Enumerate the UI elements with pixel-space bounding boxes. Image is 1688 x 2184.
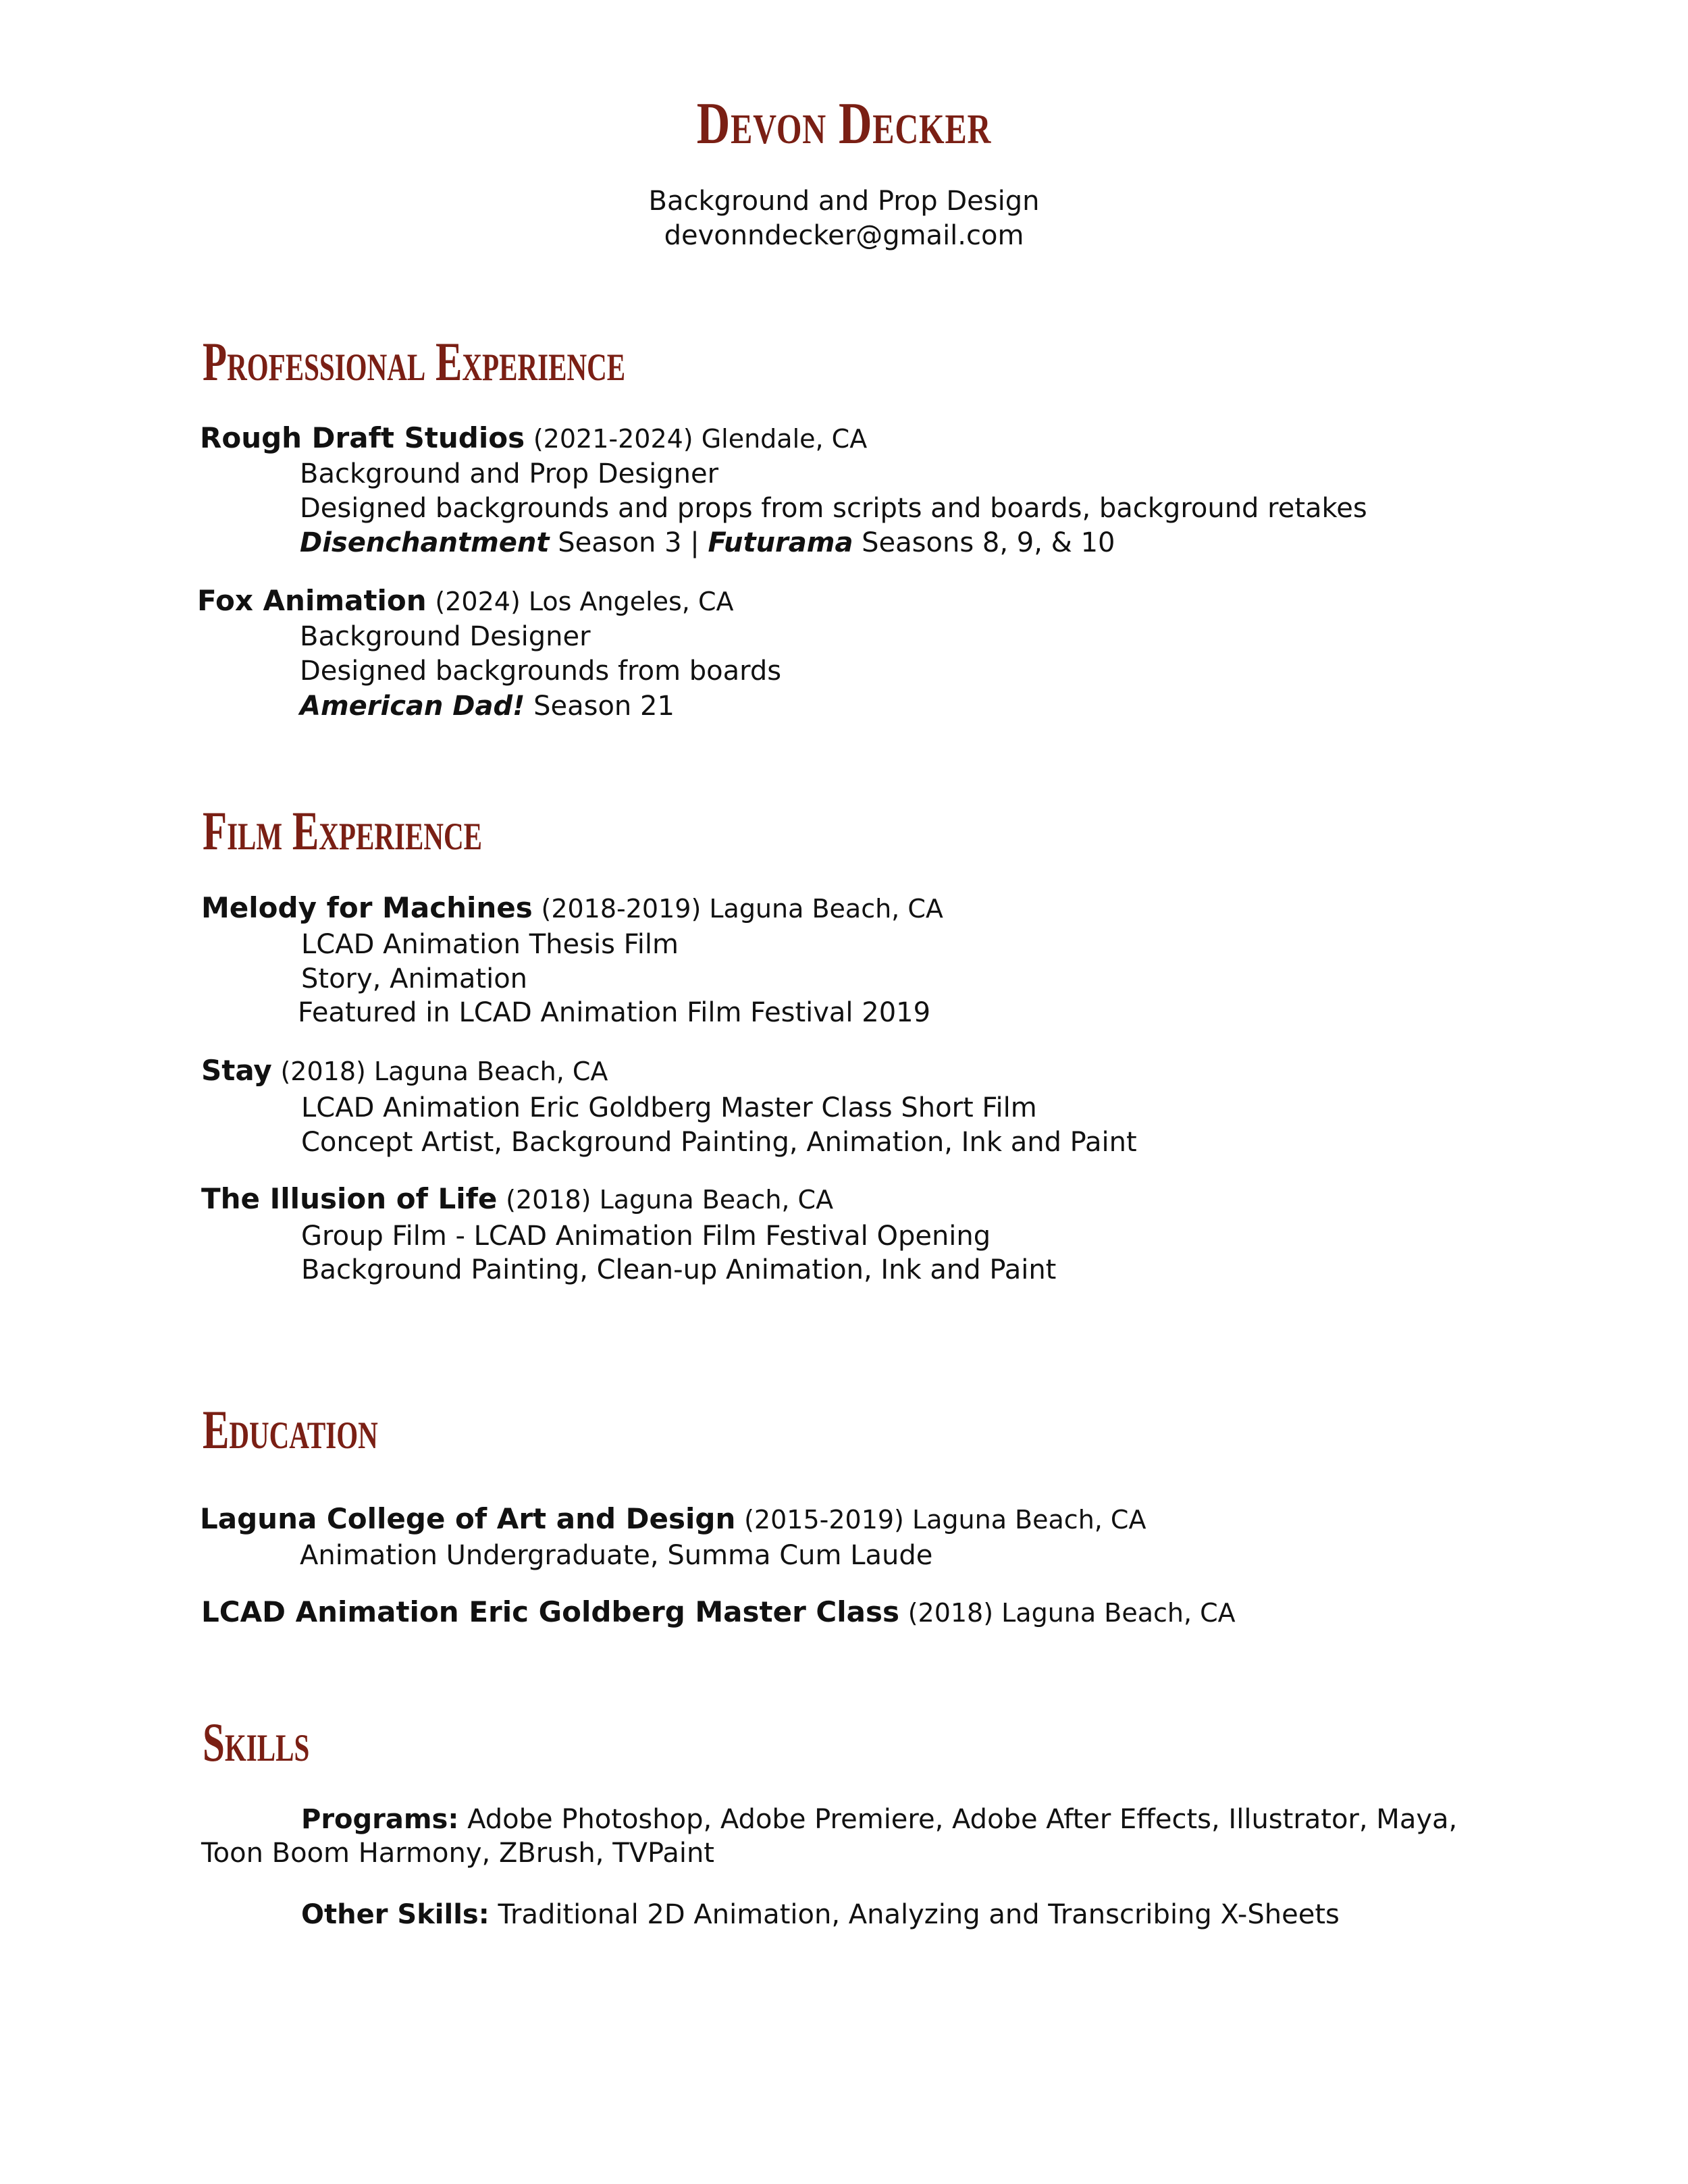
entry-meta: (2024) Los Angeles, CA (435, 587, 734, 616)
resume-name: Devon Decker (696, 91, 992, 157)
skills-label: Programs: (301, 1804, 459, 1835)
entry-meta: (2018-2019) Laguna Beach, CA (541, 894, 943, 924)
show-title: American Dad! (300, 691, 525, 722)
entry-heading (200, 421, 867, 456)
entry-line: LCAD Animation Thesis Film (301, 929, 679, 960)
entry-line: LCAD Animation Eric Goldberg Master Class Short Film (301, 1092, 1037, 1123)
section-title-professional: Professional Experience (203, 331, 626, 392)
entry-org: Fox Animation (197, 584, 427, 617)
credit-text: Season 21 (525, 691, 675, 722)
entry-meta: (2018) Laguna Beach, CA (506, 1185, 834, 1215)
entry-org: Laguna College of Art and Design (200, 1502, 736, 1535)
skills-other (301, 1898, 1340, 1932)
entry-meta: (2018) Laguna Beach, CA (907, 1598, 1236, 1628)
entry-org: Rough Draft Studios (200, 421, 525, 454)
show-title: Disenchantment (300, 527, 550, 558)
section-title-skills: Skills (203, 1711, 310, 1773)
entry-meta: (2018) Laguna Beach, CA (280, 1057, 608, 1086)
entry-org: The Illusion of Life (201, 1182, 498, 1215)
entry-org: Stay (201, 1054, 272, 1087)
entry-line: Concept Artist, Background Painting, Animation, Ink and Paint (301, 1127, 1137, 1158)
entry-meta: (2015-2019) Laguna Beach, CA (744, 1505, 1146, 1535)
entry-line: Group Film - LCAD Animation Film Festival Opening (301, 1221, 991, 1252)
entry-line: Designed backgrounds and props from scripts and boards, background retakes (300, 493, 1367, 524)
credit-text: Seasons 8, 9, & 10 (853, 527, 1115, 558)
entry-heading (197, 584, 734, 618)
entry-line: Featured in LCAD Animation Film Festival 2019 (298, 997, 931, 1028)
entry-heading (201, 891, 943, 926)
tagline: Background and Prop Design (648, 186, 1040, 217)
entry-line: Background Painting, Clean-up Animation, Ink and Paint (301, 1254, 1057, 1285)
entry-line: Animation Undergraduate, Summa Cum Laude (300, 1540, 933, 1571)
entry-line: Designed backgrounds from boards (300, 656, 782, 687)
show-title: Futurama (708, 527, 853, 558)
entry-credit (300, 526, 1115, 560)
skills-programs-continued: Toon Boom Harmony, ZBrush, TVPaint (201, 1838, 714, 1869)
section-title-film: Film Experience (203, 800, 482, 861)
entry-line: Background and Prop Designer (300, 458, 719, 489)
credit-text: Season 3 | (549, 527, 708, 558)
entry-org: LCAD Animation Eric Goldberg Master Class (201, 1595, 899, 1628)
entry-org: Melody for Machines (201, 891, 533, 924)
entry-line: Background Designer (300, 621, 591, 652)
skills-text: Adobe Photoshop, Adobe Premiere, Adobe After Effects, Illustrator, Maya, (458, 1804, 1458, 1835)
entry-credit (300, 689, 675, 723)
skills-label: Other Skills: (301, 1899, 490, 1930)
skills-programs (301, 1803, 1457, 1836)
skills-text: Traditional 2D Animation, Analyzing and Transcribing X-Sheets (489, 1899, 1340, 1930)
entry-heading (200, 1502, 1146, 1537)
entry-meta: (2021-2024) Glendale, CA (533, 424, 868, 454)
section-title-education: Education (203, 1399, 378, 1460)
entry-heading (201, 1182, 833, 1217)
email-address: devonndecker@gmail.com (664, 220, 1024, 251)
entry-line: Story, Animation (301, 963, 528, 994)
entry-heading (201, 1595, 1236, 1630)
entry-heading (201, 1054, 608, 1088)
